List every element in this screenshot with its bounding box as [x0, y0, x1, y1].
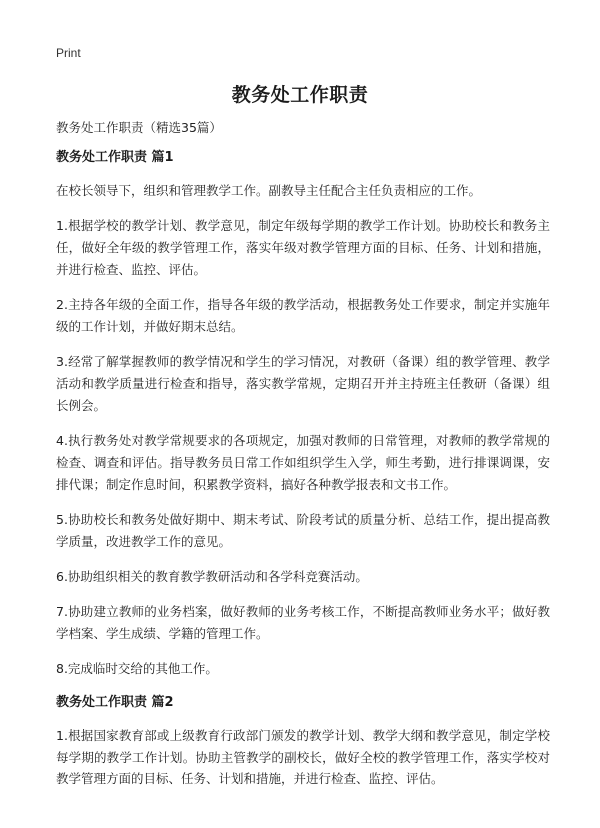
paragraph: 1.根据国家教育部或上级教育行政部门颁发的教学计划、教学大纲和教学意见，制定学校每学期的教学工作计划。协助主管教学的副校长，做好全校的教学管理工作，落实学校对教学管理方面的目标、任务、计划和措施，并进行检查、监控、评估。	[56, 728, 550, 786]
paragraph: 2.主持各年级的全面工作，指导各年级的教学活动，根据教务处工作要求，制定并实施年级的工作计划，并做好期末总结。	[56, 297, 550, 334]
document-subtitle: 教务处工作职责（精选35篇）	[56, 120, 222, 135]
paragraph: 1.根据学校的教学计划、教学意见，制定年级每学期的教学工作计划。协助校长和教务主任，做好全年级的教学管理工作，落实年级对教学管理方面的目标、任务、计划和措施，并进行检查、监控、评估。	[56, 218, 550, 277]
paragraph: 在校长领导下，组织和管理教学工作。副教导主任配合主任负责相应的工作。	[56, 183, 482, 198]
paragraph: 3.经常了解掌握教师的教学情况和学生的学习情况，对教研（备课）组的教学管理、教学活动和教学质量进行检查和指导，落实教学常规，定期召开并主持班主任教研（备课）组长例会。	[56, 354, 550, 413]
paragraph: 5.协助校长和教务处做好期中、期末考试、阶段考试的质量分析、总结工作，提出提高教学质量，改进教学工作的意见。	[56, 512, 550, 549]
paragraph: 6.协助组织相关的教育教学教研活动和各学科竞赛活动。	[56, 569, 368, 584]
print-link[interactable]: Print	[56, 46, 81, 60]
paragraph: 7.协助建立教师的业务档案，做好教师的业务考核工作，不断提高教师业务水平；做好教学档案、学生成绩、学籍的管理工作。	[56, 604, 550, 641]
section-heading-1: 教务处工作职责 篇1	[56, 150, 174, 165]
page-title: 教务处工作职责	[231, 84, 369, 106]
document-body	[56, 118, 550, 803]
paragraph: 8.完成临时交给的其他工作。	[56, 661, 218, 676]
section-heading-2: 教务处工作职责 篇2	[56, 695, 174, 710]
paragraph: 4.执行教务处对教学常规要求的各项规定，加强对教师的日常管理，对教师的教学常规的检查、调查和评估。指导教务员日常工作如组织学生入学，师生考勤，进行排课调课，安排代课；制定作息时间，积累教学资料，搞好各种教学报表和文书工作。	[56, 433, 550, 492]
